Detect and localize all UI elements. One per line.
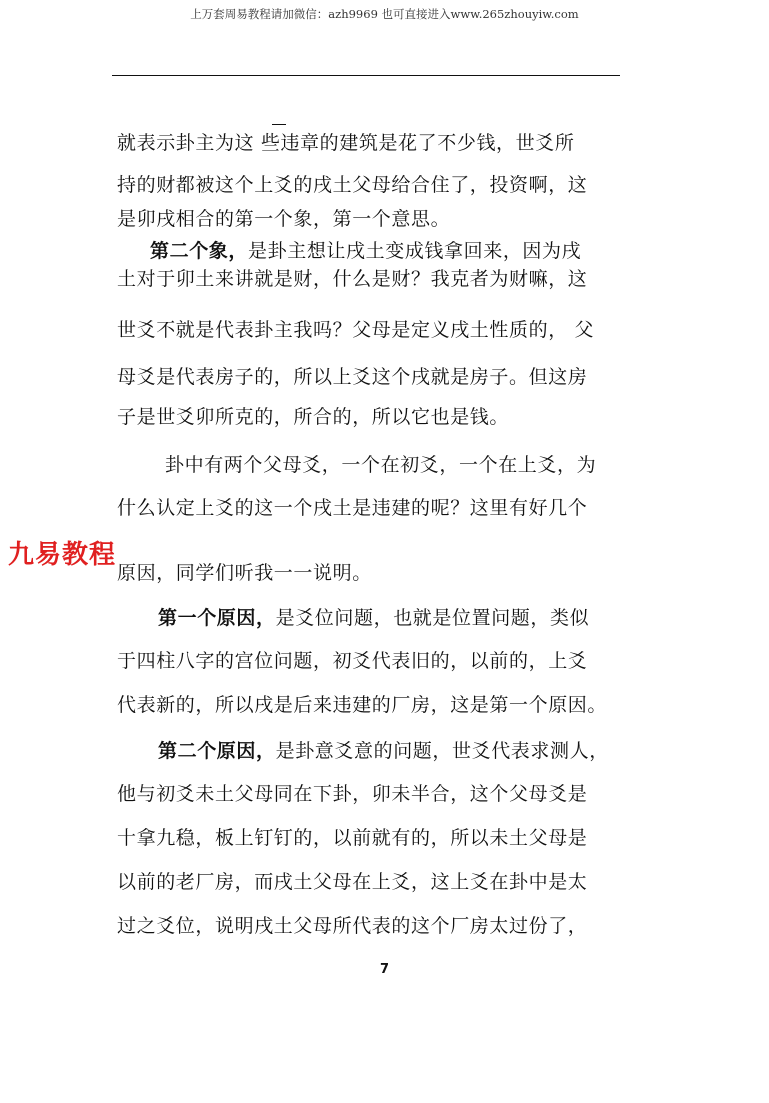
text-line: 第二个象，是卦主想让戌土变成钱拿回来，因为戌 (150, 240, 582, 262)
header-note: 上万套周易教程请加微信：azh9969 也可直接进入www.265zhouyiw.com (190, 7, 579, 21)
page-number: 7 (379, 962, 390, 977)
header-rule (112, 75, 620, 76)
text-line: 就表示卦主为这 些违章的建筑是花了不少钱，世爻所 (117, 132, 575, 154)
text-line: 以前的老厂房，而戌土父母在上爻，这上爻在卦中是太 (117, 871, 588, 893)
text-line: 十拿九稳，板上钉钉的，以前就有的，所以未土父母是 (117, 827, 588, 849)
text-line: 持的财都被这个上爻的戌土父母给合住了，投资啊，这 (117, 174, 588, 196)
text-line: 于四柱八字的宫位问题，初爻代表旧的，以前的，上爻 (117, 650, 588, 672)
text-line: 第二个原因，是卦意爻意的问题，世爻代表求测人， (158, 740, 609, 762)
text-line: 什么认定上爻的这一个戌土是违建的呢？这里有好几个 (117, 497, 588, 519)
text-line: 卦中有两个父母爻，一个在初爻，一个在上爻，为 (165, 454, 597, 476)
text-line: 是卯戌相合的第一个象，第一个意思。 (117, 208, 451, 230)
text-line: 母爻是代表房子的，所以上爻这个戌就是房子。但这房 (117, 366, 588, 388)
stray-mark (272, 124, 286, 125)
text-line: 他与初爻未土父母同在下卦，卯未半合，这个父母爻是 (117, 783, 588, 805)
text-line: 世爻不就是代表卦主我吗？父母是定义戌土性质的， 父 (117, 319, 595, 341)
text-line: 过之爻位，说明戌土父母所代表的这个厂房太过份了， (117, 915, 588, 937)
text-line: 子是世爻卯所克的，所合的，所以它也是钱。 (117, 406, 510, 428)
watermark-logo: 九易教程 (8, 540, 117, 570)
text-line: 土对于卯土来讲就是财，什么是财？我克者为财嘛，这 (117, 268, 588, 290)
text-line: 第一个原因，是爻位问题，也就是位置问题，类似 (158, 607, 590, 629)
text-line: 代表新的，所以戌是后来违建的厂房，这是第一个原因。 (117, 694, 608, 716)
text-line: 原因，同学们听我一一说明。 (117, 562, 372, 584)
